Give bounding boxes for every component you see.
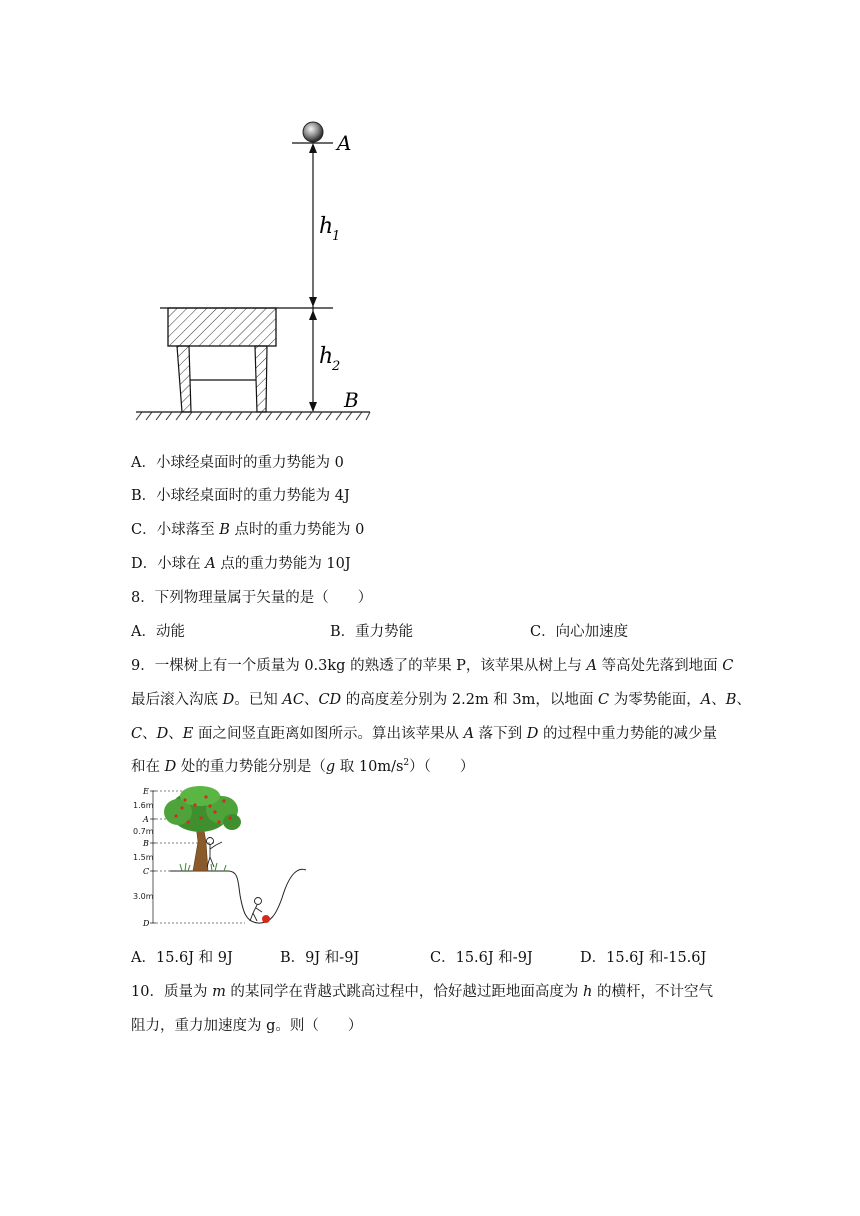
label-h2: h: [319, 344, 334, 369]
level-c: C: [143, 867, 150, 876]
q9-stem-line-4: 和在 D 处的重力势能分别是（g 取 $10m/s^2$）（ ）: [131, 758, 475, 775]
q8-option-c: C．向心加速度: [530, 624, 629, 640]
q10-stem-line-2: 阻力，重力加速度为 g。则（ ）: [131, 1018, 363, 1034]
q9-stem-line-1: 9．一棵树上有一个质量为 0.3kg 的熟透了的苹果 P，该苹果从树上与 A 等高处先落到地面 C: [131, 658, 734, 674]
label-a: A: [337, 131, 352, 155]
label-h2-sub: 2: [332, 359, 341, 374]
q7-option-b: B．小球经桌面时的重力势能为 4J: [131, 488, 350, 504]
q10-stem-line-1: 10．质量为 m 的某同学在背越式跳高过程中，恰好越过距地面高度为 h 的横杆，不计空气: [131, 984, 713, 1000]
q7-option-d: D．小球在 A 点的重力势能为 10J: [131, 556, 351, 572]
level-e: E: [143, 787, 149, 796]
q8-option-b: B．重力势能: [330, 624, 414, 640]
q9-option-d: D．15.6J 和-15.6J: [580, 950, 707, 966]
level-b: B: [143, 839, 149, 848]
q9-option-c: C．15.6J 和-9J: [430, 950, 533, 966]
label-h1-sub: 1: [332, 229, 341, 244]
dist-c-d: 3.0m: [133, 892, 154, 901]
q7-option-c: C．小球落至 B 点时的重力势能为 0: [131, 522, 365, 538]
q9-stem-line-3: C、D、E 面之间竖直距离如图所示。算出该苹果从 A 落下到 D 的过程中重力势能的减少量: [131, 726, 718, 742]
q9-option-b: B．9J 和-9J: [280, 950, 360, 966]
level-d: D: [143, 919, 150, 928]
q9-option-a: A．15.6J 和 9J: [131, 950, 233, 966]
q7-option-a: A．小球经桌面时的重力势能为 0: [131, 455, 344, 471]
q8-option-a: A．动能: [131, 624, 185, 640]
tree-canopy: [164, 786, 241, 832]
label-b: B: [344, 388, 359, 412]
dist-e-a: 1.6m: [133, 801, 154, 810]
dist-a-b: 0.7m: [133, 827, 154, 836]
q9-stem-line-2: 最后滚入沟底 D。已知 AC、CD 的高度差分别为 2.2m 和 3m，以地面 C 为零势能面，A、B、: [131, 692, 751, 708]
person-in-ditch: [250, 898, 262, 922]
person-figure: [207, 838, 223, 868]
level-a: A: [143, 815, 149, 824]
q8-stem: 8．下列物理量属于矢量的是（ ）: [131, 590, 373, 606]
ditch-profile: [170, 869, 306, 923]
apple: [262, 915, 270, 923]
label-h1: h: [319, 214, 334, 239]
dist-b-c: 1.5m: [133, 853, 154, 862]
